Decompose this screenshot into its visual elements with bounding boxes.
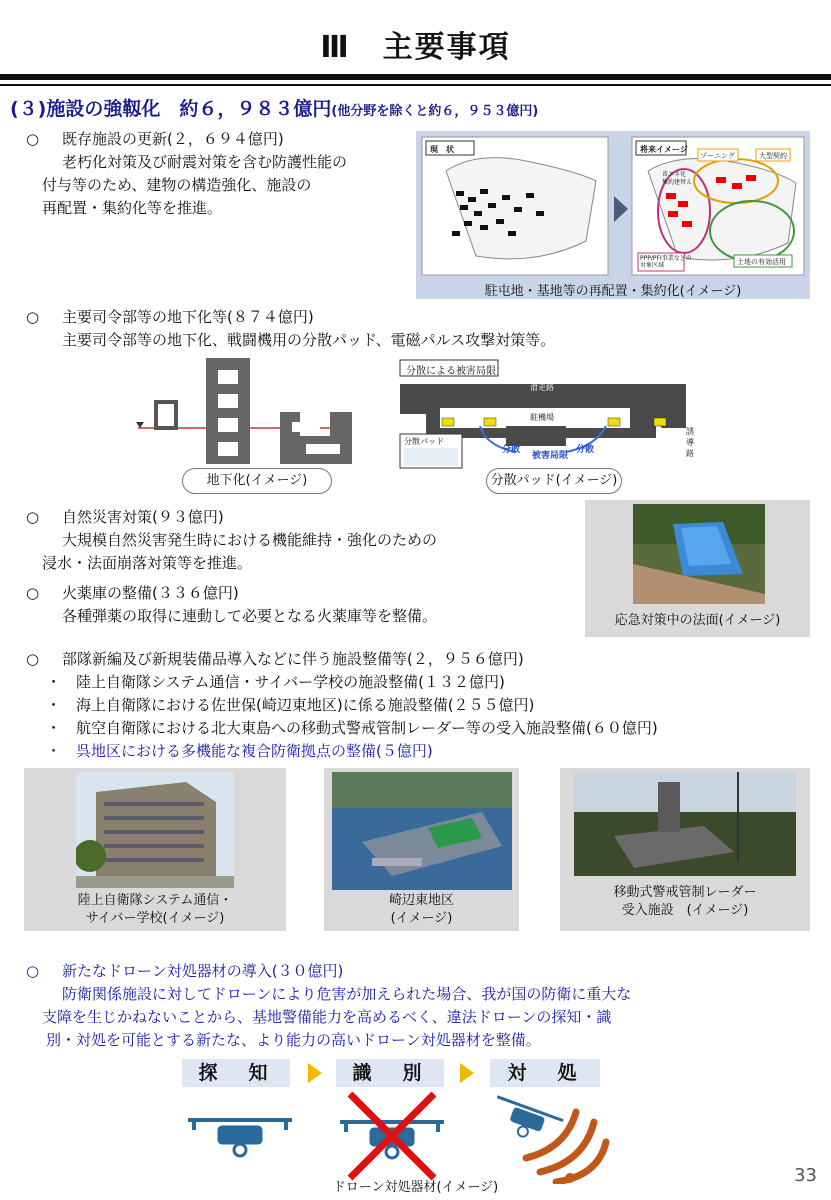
item-units: [26, 648, 658, 763]
photo-panel-sakibe: [324, 768, 519, 931]
title-rule-thick: [0, 74, 831, 80]
item-line: 別・対処を可能とする新たな、より能力の高いドローン対処器材を整備。: [46, 1031, 541, 1049]
drone-step-counter: 対 処: [490, 1059, 600, 1087]
item-ammo: [26, 582, 437, 628]
relocation-caption: 駐屯地・基地等の再配置・集約化(イメージ): [484, 284, 742, 299]
drone-caption: ドローン対処器材(イメージ): [332, 1180, 499, 1195]
pad-disperse-right: 分散: [576, 445, 595, 455]
pad-disperse-left: 分散: [502, 445, 521, 455]
photo-panel-radar: [560, 768, 810, 931]
relocation-diagram: [416, 131, 810, 299]
item-marker: ○: [26, 308, 40, 326]
drone-icons: [180, 1092, 610, 1184]
step-arrow-icon: [460, 1063, 474, 1083]
pad-damage-limit-label: 分散による被害局限: [406, 366, 496, 377]
radar-photo: [574, 772, 796, 876]
item-existing: [26, 128, 347, 220]
pad-taxiway-label: 滑走路: [530, 383, 554, 392]
radar-caption: 移動式警戒管制レーダー 受入施設 (イメージ): [613, 885, 757, 918]
drone-step-detect: 探 知: [182, 1059, 290, 1087]
item-title: 火薬庫の整備(３３６億円): [62, 584, 239, 602]
item-title: 部隊新編及び新規装備品導入などに伴う施設整備等(２，９５６億円): [62, 650, 524, 668]
relocation-figure: [416, 131, 810, 299]
section-heading-text: (３)施設の強靱化 約６，９８３億円: [10, 98, 332, 120]
step-arrow-icon: [308, 1063, 322, 1083]
item-bullet: ・ 航空自衛隊における北大東島への移動式警戒管制レーダー等の受入施設整備(６０億円): [46, 719, 658, 737]
item-line: 付与等のため、建物の構造強化、施設の: [42, 176, 312, 194]
drone-icon: [188, 1120, 292, 1156]
item-disaster: [26, 506, 437, 575]
cross-icon: [350, 1094, 434, 1178]
item-line: 老朽化対策及び耐震対策を含む防護性能の: [62, 153, 348, 171]
sakibe-photo: [332, 772, 512, 890]
item-bullet: ・ 陸上自衛隊システム通信・サイバー学校の施設整備(１３２億円): [46, 673, 505, 691]
pad-apron-label: 駐機場: [530, 413, 554, 422]
title-rule-thin: [0, 84, 831, 86]
drone-step-identify: 識 別: [336, 1059, 444, 1087]
item-line: 支障を生じかねないことから、基地警備能力を高めるべく、違法ドローンの探知・識: [42, 1008, 612, 1026]
relocation-current-label: 現 状: [430, 145, 454, 154]
school-caption: 陸上自衛隊システム通信・ サイバー学校(イメージ): [77, 893, 233, 926]
item-bullet: ・ 海上自衛隊における佐世保(崎辺東地区)に係る施設整備(２５５億円): [46, 696, 535, 714]
underground-diagram: [130, 352, 360, 472]
relocation-landuse-label: 土地の有効活用: [737, 258, 786, 266]
slope-photo-panel: [585, 500, 810, 637]
school-photo: [76, 772, 234, 888]
underground-caption: 地下化(イメージ): [182, 468, 332, 494]
item-line: 防衛関係施設に対してドローンにより危害が加えられた場合、我が国の防衛に重大な: [62, 985, 632, 1003]
item-marker: ○: [26, 584, 40, 602]
pad-caption: 分散パッド(イメージ): [486, 468, 622, 494]
pad-damage-center: 被害局限: [532, 451, 569, 461]
item-underground: [26, 306, 555, 352]
drone-tilted-icon: [487, 1097, 563, 1148]
pad-figure: [396, 356, 696, 496]
item-line: 大規模自然災害発生時における機能維持・強化のための: [62, 531, 438, 549]
item-marker: ○: [26, 508, 40, 526]
relocation-future-label: 将来イメージ: [640, 145, 688, 154]
item-line: 各種弾薬の取得に連動して必要となる火薬庫等を整備。: [62, 607, 438, 625]
photo-panel-school: [24, 768, 286, 931]
relocation-ppp-label: PPP/PFI事業などの 対象区域: [640, 255, 692, 269]
pad-small-label: 分散パッド: [404, 437, 444, 446]
item-bullet-highlight: ・ 呉地区における多機能な複合防衛拠点の整備(５億円): [46, 742, 433, 760]
page-number: 33: [794, 1165, 817, 1186]
item-marker: ○: [26, 962, 40, 980]
sakibe-caption: 崎辺東地区 (イメージ): [388, 893, 454, 926]
item-marker: ○: [26, 650, 40, 668]
slope-caption: 応急対策中の法面(イメージ): [614, 613, 781, 628]
item-title: 自然災害対策(９３億円): [62, 508, 224, 526]
section-heading: [10, 94, 538, 121]
underground-figure: [130, 352, 360, 492]
item-drone: [26, 960, 631, 1052]
section-note: (他分野を除くと約６，９５３億円): [331, 104, 539, 119]
slope-photo: [633, 504, 765, 604]
item-title: 主要司令部等の地下化等(８７４億円): [62, 308, 314, 326]
item-title: 新たなドローン対処器材の導入(３０億円): [62, 962, 344, 980]
item-marker: ○: [26, 130, 40, 148]
item-line: 浸水・法面崩落対策等を推進。: [42, 554, 253, 572]
item-line: 再配置・集約化等を推進。: [42, 199, 223, 217]
item-line: 主要司令部等の地下化、戦闘機用の分散パッド、電磁パルス攻撃対策等。: [62, 331, 556, 349]
relocation-contract-label: 大型契約: [759, 152, 787, 160]
pad-guide-label: 誘導路: [686, 427, 694, 458]
page-title: Ⅲ 主要事項: [320, 30, 511, 65]
relocation-zoning-label: ゾーニング: [700, 152, 735, 160]
item-title: 既存施設の更新(２，６９４億円): [62, 130, 284, 148]
relocation-energy-label: 省エネ化 集約建替え: [662, 171, 693, 186]
